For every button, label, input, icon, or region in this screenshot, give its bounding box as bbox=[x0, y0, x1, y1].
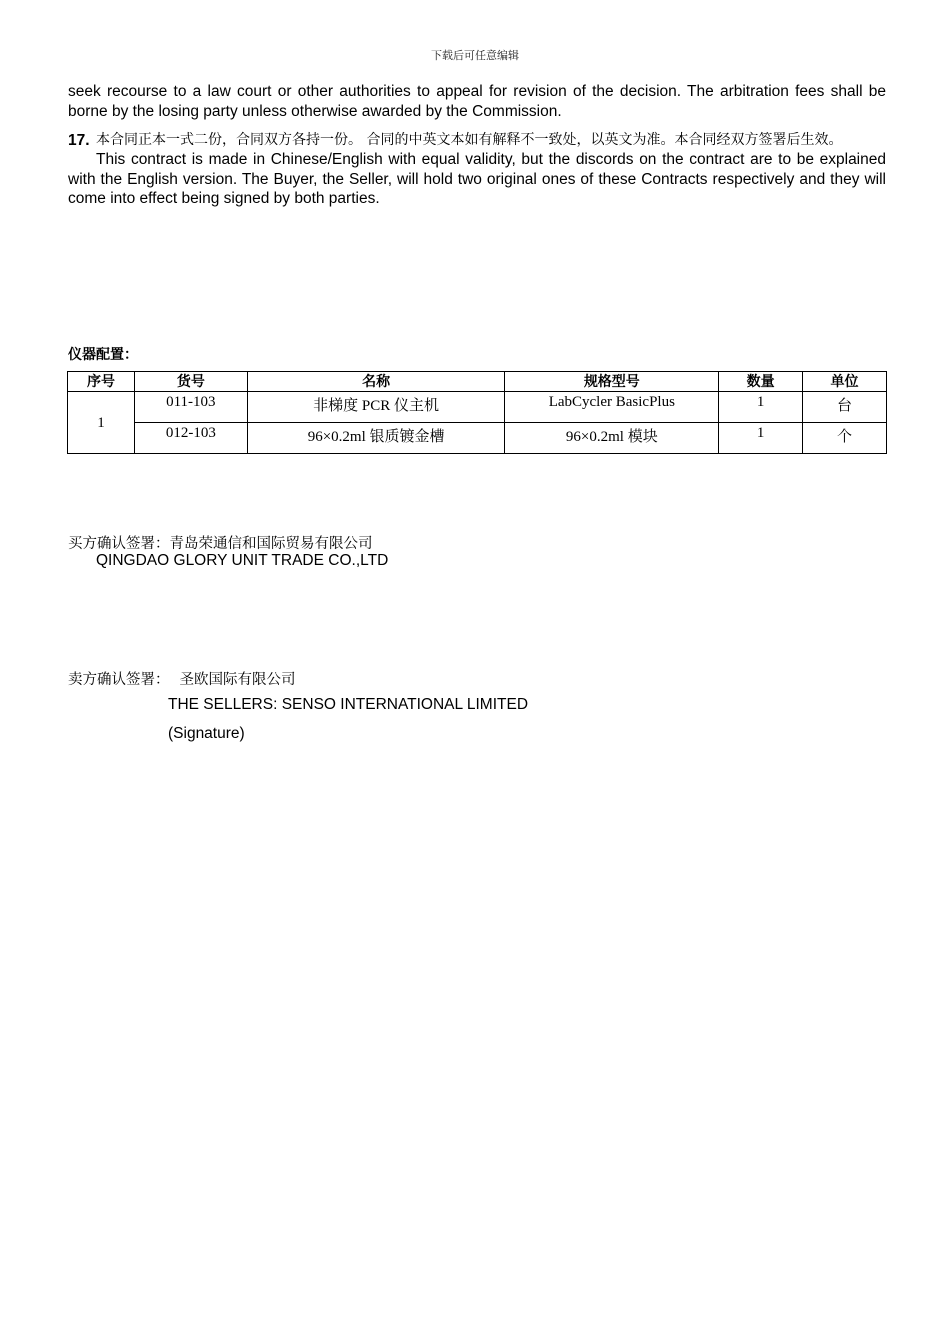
header-code: 货号 bbox=[134, 372, 247, 392]
cell-name: 96×0.2ml 银质镀金槽 bbox=[247, 423, 505, 454]
seller-signature-block bbox=[68, 668, 296, 689]
config-table bbox=[67, 371, 887, 454]
table-row bbox=[68, 392, 887, 423]
cell-unit: 个 bbox=[803, 423, 887, 454]
seller-company-name-zh: 圣欧国际有限公司 bbox=[179, 672, 296, 688]
header-name: 名称 bbox=[247, 372, 505, 392]
cell-qty: 1 bbox=[719, 423, 803, 454]
clause-17-chinese: 本合同正本一式二份，合同双方各持一份。 合同的中英文本如有解释不一致处，以英文为准。本合同经双方签署后生效。 bbox=[96, 132, 843, 148]
arbitration-paragraph: seek recourse to a law court or other authorities to appeal for revision of the decision. The arbitration fees shall be borne by the losing party unless otherwise awarded by the Commission. bbox=[68, 83, 886, 120]
cell-model: LabCycler BasicPlus bbox=[505, 392, 719, 423]
cell-name: 非梯度 PCR 仪主机 bbox=[247, 392, 505, 423]
cell-code: 012-103 bbox=[134, 423, 247, 454]
cell-unit: 台 bbox=[803, 392, 887, 423]
buyer-signature-label: 买方确认签署：青岛荣通信和国际贸易有限公司 bbox=[68, 536, 373, 552]
table-row bbox=[68, 423, 887, 454]
page-header: 下载后可任意编辑 bbox=[431, 49, 519, 62]
signature-placeholder: (Signature) bbox=[168, 725, 245, 742]
header-model: 规格型号 bbox=[505, 372, 719, 392]
seller-company-name: THE SELLERS: SENSO INTERNATIONAL LIMITED bbox=[168, 696, 529, 713]
cell-qty: 1 bbox=[719, 392, 803, 423]
header-qty: 数量 bbox=[719, 372, 803, 392]
clause-number: 17. bbox=[68, 132, 90, 149]
table-header-row bbox=[68, 372, 887, 392]
seller-signature-label: 卖方确认签署： bbox=[68, 672, 170, 688]
cell-code: 011-103 bbox=[134, 392, 247, 423]
cell-model: 96×0.2ml 模块 bbox=[505, 423, 719, 454]
config-title: 仪器配置： bbox=[68, 347, 138, 363]
clause-17-english: This contract is made in Chinese/English with equal validity, but the discords on the contract are to be explained with the English version. The Buyer, the Seller, will hold two original ones of these Contracts respectively and they will come into effect being signed by both parties. bbox=[68, 151, 886, 207]
clause-17 bbox=[68, 130, 886, 209]
header-unit: 单位 bbox=[803, 372, 887, 392]
cell-seq: 1 bbox=[68, 392, 135, 454]
header-seq: 序号 bbox=[68, 372, 135, 392]
buyer-company-name: QINGDAO GLORY UNIT TRADE CO.,LTD bbox=[96, 552, 389, 569]
